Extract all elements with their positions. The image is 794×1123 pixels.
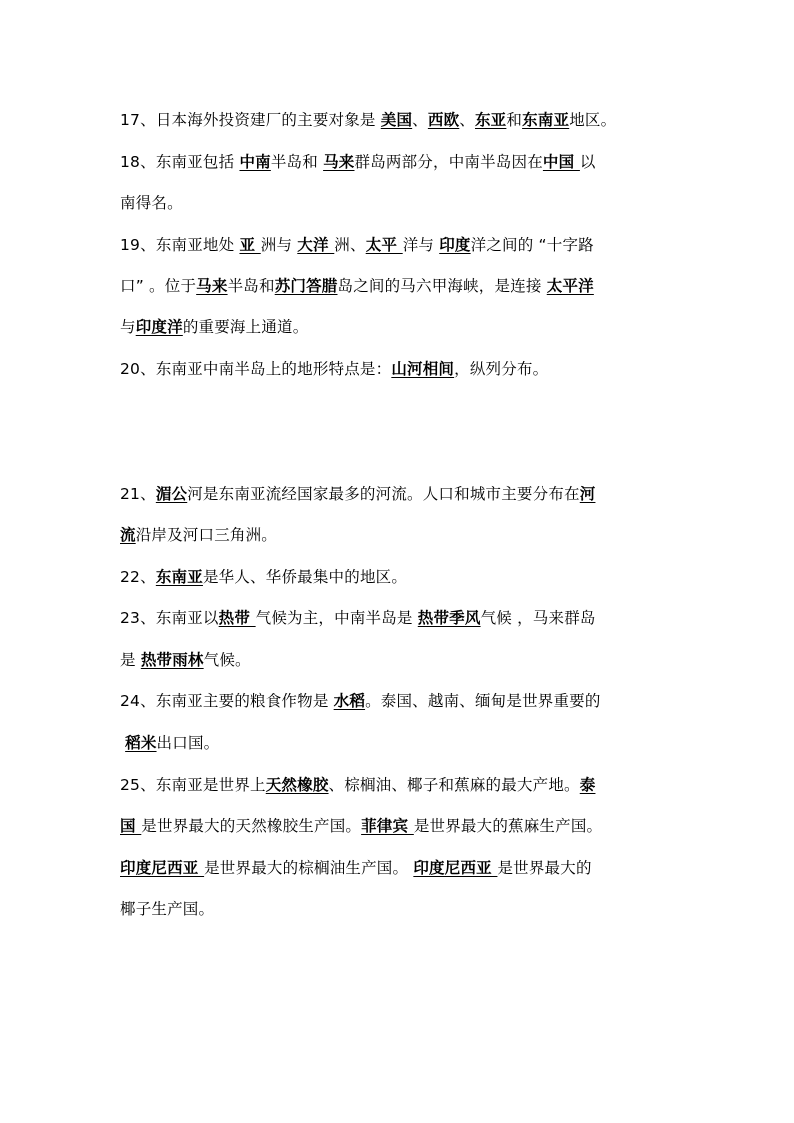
answer-blank: 山河相间 (391, 360, 455, 378)
text-segment: 是华人、华侨最集中的地区。 (202, 568, 408, 586)
text-line (120, 235, 594, 255)
answer-blank: 亚 (239, 236, 261, 254)
answer-blank: 流 (120, 526, 136, 544)
text-line (120, 567, 407, 587)
answer-blank: 热带雨林 (140, 651, 204, 669)
answer-blank: 大洋 (297, 236, 335, 254)
text-line (120, 775, 595, 795)
answer-blank: 苏门答腊 (274, 277, 338, 295)
text-segment: 沿岸及河口三角洲。 (135, 526, 278, 544)
text-segment: 出口国。 (156, 734, 220, 752)
answer-blank: 水稻 (333, 692, 366, 710)
text-line (120, 317, 308, 337)
text-segment: 、 (459, 111, 475, 129)
text-segment: 24、东南亚主要的粮食作物是 (120, 692, 334, 710)
text-segment: 是 (120, 651, 141, 669)
text-line (120, 152, 596, 172)
text-segment: 以 (579, 153, 596, 171)
answer-blank: 稻米 (125, 734, 157, 752)
answer-blank: 马来 (323, 153, 355, 171)
text-segment: 17、日本海外投资建厂的主要对象是 (120, 111, 381, 129)
answer-blank: 太平洋 (546, 277, 594, 295)
text-segment: 半岛和 (270, 153, 324, 171)
text-segment: 22、 (120, 568, 156, 586)
text-segment: 19、东南亚地处 (120, 236, 240, 254)
text-segment: 洋与 (402, 236, 440, 254)
answer-blank: 东南亚 (155, 568, 203, 586)
answer-blank: 中国 (542, 153, 580, 171)
answer-blank: 东南亚 (522, 111, 570, 129)
text-segment: 岛之间的马六甲海峡，是连接 (337, 277, 547, 295)
answer-blank: 西欧 (427, 111, 460, 129)
text-segment: 21、 (120, 485, 156, 503)
answer-blank: 美国 (380, 111, 413, 129)
text-segment: 是世界最大的 (497, 859, 592, 877)
text-line (120, 858, 592, 878)
text-segment: 。泰国、越南、缅甸是世界重要的 (365, 692, 601, 710)
answer-blank: 太平 (365, 236, 403, 254)
text-segment: 25、东南亚是世界上 (120, 776, 266, 794)
answer-blank: 印度 (439, 236, 471, 254)
text-segment: 椰子生产国。 (120, 900, 215, 918)
text-line (120, 816, 602, 836)
answer-blank: 东亚 (474, 111, 507, 129)
text-line (120, 484, 595, 504)
text-segment: 与 (120, 318, 136, 336)
text-segment: 和 (506, 111, 523, 129)
answer-blank: 热带 (218, 609, 256, 627)
text-segment: 、 (412, 111, 428, 129)
text-line (120, 193, 183, 213)
answer-blank: 国 (120, 817, 142, 835)
answer-blank: 天然橡胶 (265, 776, 329, 794)
text-segment: 23、东南亚以 (120, 609, 219, 627)
answer-blank: 印度尼西亚 (120, 859, 205, 877)
text-line (120, 899, 214, 919)
text-line (120, 733, 219, 753)
text-segment: 河是东南亚流经国家最多的河流。人口和城市主要分布在 (187, 485, 580, 503)
text-line (120, 650, 251, 670)
text-segment: 是世界最大的棕榈油生产国。 (204, 859, 414, 877)
text-line (120, 276, 594, 296)
text-line (120, 359, 548, 379)
text-segment: 气候 ，马来群岛 (480, 609, 596, 627)
text-segment: 口” 。位于 (120, 277, 197, 295)
answer-blank: 泰 (579, 776, 596, 794)
text-segment: 是世界最大的蕉麻生产国。 (413, 817, 603, 835)
text-segment: 的重要海上通道。 (182, 318, 309, 336)
answer-blank: 中南 (239, 153, 271, 171)
answer-blank: 马来 (196, 277, 228, 295)
answer-blank: 热带季风 (417, 609, 481, 627)
text-segment: 群岛两部分，中南半岛因在 (354, 153, 543, 171)
text-segment: 是世界最大的天然橡胶生产国。 (141, 817, 362, 835)
answer-blank: 湄公 (155, 485, 188, 503)
text-line (120, 110, 616, 130)
text-segment: 18、东南亚包括 (120, 153, 240, 171)
text-segment: 气候为主，中南半岛是 (255, 609, 418, 627)
text-segment: 地区。 (569, 111, 617, 129)
answer-blank: 印度洋 (135, 318, 183, 336)
text-segment: 洋之间的 “十字路 (470, 236, 594, 254)
text-line (120, 525, 277, 545)
answer-blank: 菲律宾 (361, 817, 414, 835)
text-line (120, 608, 596, 628)
text-segment: 20、东南亚中南半岛上的地形特点是： (120, 360, 392, 378)
answer-blank: 河 (579, 485, 596, 503)
text-segment: ，纵列分布。 (454, 360, 549, 378)
text-segment: 南得名。 (120, 194, 183, 212)
text-segment: 、棕榈油、椰子和蕉麻的最大产地。 (328, 776, 580, 794)
answer-blank: 印度尼西亚 (413, 859, 498, 877)
text-segment: 洲与 (260, 236, 298, 254)
text-segment: 气候。 (203, 651, 251, 669)
text-segment: 洲、 (334, 236, 366, 254)
text-line (120, 691, 601, 711)
text-segment: 半岛和 (227, 277, 275, 295)
